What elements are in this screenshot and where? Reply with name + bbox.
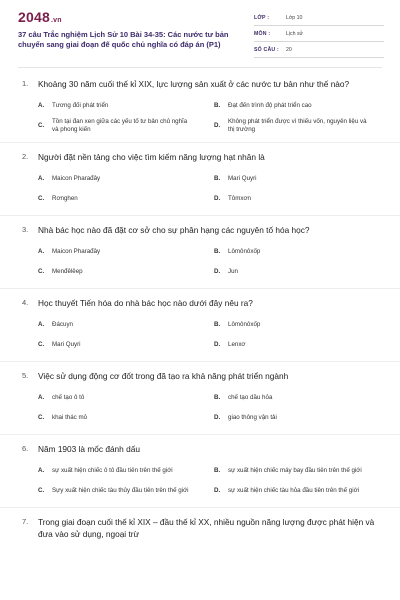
option-letter: B. [214,101,221,109]
option-text: chế tạo dầu hỏa [228,393,273,401]
option-text: Jun [228,267,238,275]
question-item [0,362,400,435]
question-text: Người đặt nền tảng cho việc tìm kiếm năng lượng hạt nhân là [38,152,265,162]
answer-option[interactable] [38,189,206,209]
question-text: Việc sử dụng động cơ đốt trong đã tạo ra khả năng phát triển ngành [38,371,289,381]
option-text: Lenxơ [228,340,246,348]
option-text: Tômxơn [228,194,251,202]
option-letter: A. [38,174,45,182]
option-letter: A. [38,320,45,328]
question-item [0,216,400,289]
option-letter: B. [214,466,221,474]
option-letter: D. [214,340,221,348]
option-text: Maicon Pharađây [52,247,101,255]
question-number: 5. [22,371,29,380]
answer-option[interactable] [214,335,382,355]
meta-row-count [254,42,384,58]
answer-option[interactable] [38,481,206,501]
question-number: 1. [22,79,29,88]
option-text: Menđêlêep [52,267,83,275]
option-text: sự xuất hiện chiếc máy bay đầu tiên trên thế giới [228,466,362,474]
question-number: 4. [22,298,29,307]
meta-value: 20 [286,46,292,53]
quiz-meta-table [254,10,384,58]
option-letter: D. [214,194,221,202]
answer-option[interactable] [38,388,206,408]
question-text: Nhà bác học nào đã đặt cơ sở cho sự phân hạng các nguyên tố hóa học? [38,225,310,235]
option-letter: C. [38,486,45,494]
question-item [0,435,400,508]
answer-option[interactable] [38,335,206,355]
answer-option[interactable] [38,315,206,335]
page-title: 37 câu Trắc nghiệm Lịch Sử 10 Bài 34-35: Các nước tư bản chuyển sang giai đoạn đế quốc chủ nghĩa có đáp án (P1) [18,30,229,49]
option-letter: C. [38,340,45,348]
answer-option[interactable] [214,481,382,501]
option-text: Lômônôxốp [228,320,261,328]
question-text: Học thuyết Tiến hóa do nhà bác học nào dưới đây nêu ra? [38,298,253,308]
option-letter: A. [38,466,45,474]
question-number: 6. [22,444,29,453]
answer-option[interactable] [214,116,382,136]
option-text: Đácuyn [52,320,73,328]
question-number: 3. [22,225,29,234]
answer-option[interactable] [214,262,382,282]
page-header [0,0,400,62]
option-text: Mari Quyri [52,340,81,348]
option-letter: B. [214,320,221,328]
option-text: Tồn tại đan xen giữa các yếu tố tư bản chủ nghĩa và phong kiến [52,117,188,133]
answer-option[interactable] [38,408,206,428]
option-text: Maicon Pharađây [52,174,101,182]
meta-row-subject [254,26,384,42]
question-number: 2. [22,152,29,161]
option-letter: B. [214,247,221,255]
option-text: chế tạo ô tô [52,393,85,401]
answer-option[interactable] [38,169,206,189]
answer-option[interactable] [214,189,382,209]
answer-option[interactable] [38,116,206,136]
answer-option[interactable] [214,408,382,428]
option-text: sự xuất hiện chiếc tàu hỏa đầu tiên trên thế giới [228,486,360,494]
answer-option[interactable] [38,262,206,282]
answer-option[interactable] [214,169,382,189]
meta-key: SỐ CÂU : [254,46,279,53]
meta-value: Lớp 10 [286,14,303,21]
site-logo[interactable]: 2048.vn [18,9,62,25]
question-item [0,70,400,143]
answer-option[interactable] [214,461,382,481]
meta-key: LỚP : [254,14,270,21]
question-list [0,70,400,546]
option-text: Sựy xuất hiện chiếc tàu thủy đầu tiên trên thế giới [52,486,189,494]
question-item [0,289,400,362]
option-text: Đạt đến trình độ phát triển cao [228,101,312,109]
option-letter: B. [214,174,221,182]
option-letter: C. [38,194,45,202]
option-text: Không phát triển được vì thiếu vốn, nguyên liệu và thị trường [228,117,367,133]
option-text: sự xuất hiện chiếc ô tô đầu tiên trên thế giới [52,466,173,474]
option-letter: D. [214,413,221,421]
option-letter: C. [38,267,45,275]
option-text: Rơnghen [52,194,78,202]
option-letter: D. [214,121,221,129]
option-text: Tương đối phát triển [52,101,109,109]
question-text: Khoảng 30 năm cuối thế kỉ XIX, lực lượng sản xuất ở các nước tư bản như thế nào? [38,79,350,89]
answer-option[interactable] [214,315,382,335]
option-letter: D. [214,486,221,494]
answer-option[interactable] [214,242,382,262]
option-letter: B. [214,393,221,401]
answer-option[interactable] [38,461,206,481]
option-letter: D. [214,267,221,275]
question-item [0,143,400,216]
header-divider [18,67,382,68]
option-letter: A. [38,101,45,109]
answer-option[interactable] [214,96,382,116]
option-letter: C. [38,121,45,129]
question-text: Năm 1903 là mốc đánh dấu [38,444,140,454]
question-number: 7. [22,517,29,526]
question-text: Trong giai đoạn cuối thế kỉ XIX – đầu thế kỉ XX, nhiều nguồn năng lượng được phát hiện và đưa vào sử dụng, ngoại trừ [38,517,375,539]
question-item [0,508,400,546]
answer-option[interactable] [38,242,206,262]
option-text: Lômônôxốp [228,247,261,255]
answer-option[interactable] [214,388,382,408]
option-letter: A. [38,393,45,401]
option-text: Mari Quyri [228,174,257,182]
option-text: khai thác mỏ [52,413,88,421]
option-letter: C. [38,413,45,421]
meta-key: MÔN : [254,30,271,37]
answer-option[interactable] [38,96,206,116]
meta-row-class [254,10,384,26]
meta-value: Lịch sử [286,30,304,37]
option-letter: A. [38,247,45,255]
option-text: giao thông vận tải [228,413,277,421]
